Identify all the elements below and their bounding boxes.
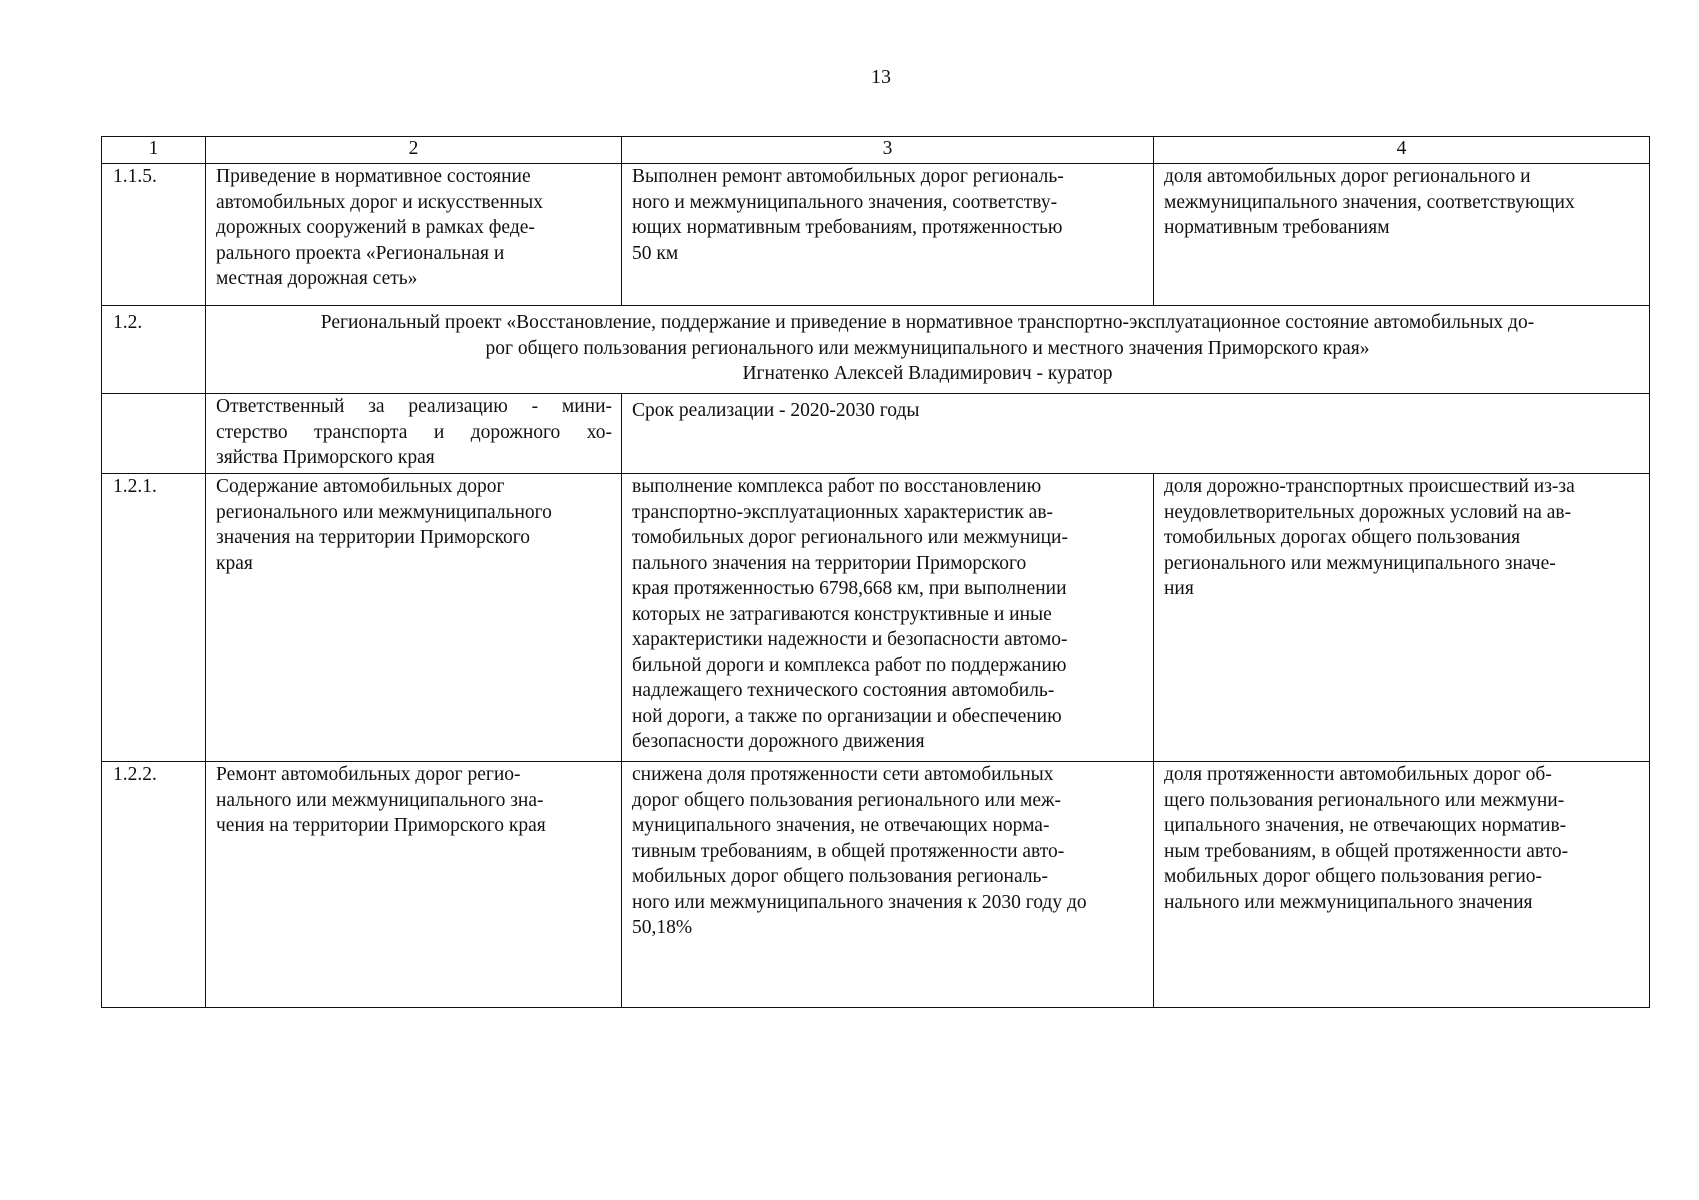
text-line: межмуниципального значения, соответствующих — [1164, 191, 1575, 213]
text-line: надлежащего технического состояния автомобиль- — [632, 680, 1055, 701]
header-col-2: 2 — [206, 137, 622, 164]
text-line: мобильных дорог общего пользования регио- — [1164, 866, 1543, 887]
project-title-line: Региональный проект «Восстановление, поддержание и приведение в нормативное транспортно-эксплуатационное состояние автомобильных до- — [320, 312, 1535, 333]
text-line: характеристики надежности и безопасности автомо- — [632, 629, 1068, 650]
text-line: регионального или межмуниципального — [216, 501, 552, 523]
table-row-1-2 — [102, 306, 1650, 394]
text-line: местная дорожная сеть» — [216, 268, 418, 289]
row-number: 1.2. — [102, 306, 206, 394]
text-line: неудовлетворительных дорожных условий на ав- — [1164, 501, 1572, 523]
text-line: нального или межмуниципального зна- — [216, 789, 544, 811]
text-line: доля автомобильных дорог регионального и — [1164, 166, 1531, 187]
regional-project-cell — [206, 306, 1650, 394]
header-col-1: 1 — [102, 137, 206, 164]
text-line: ния — [1164, 578, 1194, 599]
header-col-3: 3 — [622, 137, 1154, 164]
text-line: ного и межмуниципального значения, соответству- — [632, 191, 1058, 213]
page-number: 13 — [871, 66, 891, 88]
table-row-1-2-2 — [102, 762, 1650, 1008]
text-line: края протяженностью 6798,668 км, при выполнении — [632, 578, 1067, 599]
program-table — [101, 136, 1650, 1008]
text-line: которых не затрагиваются конструктивные и иные — [632, 603, 1052, 625]
indicator-cell — [1154, 474, 1650, 762]
table-row-1-2-1 — [102, 474, 1650, 762]
project-title-line: рог общего пользования регионального или межмуниципального и местного значения Приморского края» — [485, 337, 1370, 359]
project-curator: Игнатенко Алексей Владимирович - куратор — [742, 363, 1113, 384]
text-line: томобильных дорог регионального или межмуници- — [632, 527, 1068, 548]
text-line: пального значения на территории Приморского — [632, 552, 1027, 574]
text-line: нормативным требованиям — [1164, 217, 1390, 238]
text-line: нального или межмуниципального значения — [1164, 891, 1533, 913]
text-line: Ремонт автомобильных дорог регио- — [216, 764, 521, 785]
text-line: щего пользования регионального или межмуни- — [1164, 789, 1565, 811]
implementation-term-cell: Срок реализации - 2020-2030 годы — [622, 394, 1650, 474]
text-line: тивным требованиям, в общей протяженности авто- — [632, 840, 1065, 862]
responsible-cell — [206, 394, 622, 474]
text-line: Выполнен ремонт автомобильных дорог региональ- — [632, 166, 1064, 187]
indicator-cell — [1154, 762, 1650, 1008]
result-cell — [622, 474, 1154, 762]
measure-name-cell — [206, 164, 622, 306]
table-row-1-1-5 — [102, 164, 1650, 306]
text-line: Приведение в нормативное состояние — [216, 166, 531, 187]
row-number: 1.2.1. — [102, 474, 206, 762]
text-line: доля дорожно-транспортных происшествий из-за — [1164, 476, 1575, 497]
text-line: муниципального значения, не отвечающих норма- — [632, 815, 1050, 836]
text-line: снижена доля протяженности сети автомобильных — [632, 764, 1054, 785]
text-line: рального проекта «Региональная и — [216, 242, 505, 264]
header-col-4: 4 — [1154, 137, 1650, 164]
text-line: автомобильных дорог и искусственных — [216, 191, 543, 213]
result-cell — [622, 762, 1154, 1008]
indicator-cell — [1154, 164, 1650, 306]
text-line: ного или межмуниципального значения к 2030 году до — [632, 891, 1087, 913]
text-line: Содержание автомобильных дорог — [216, 476, 505, 497]
text-line: 50,18% — [632, 917, 693, 938]
text-line: мобильных дорог общего пользования региональ- — [632, 866, 1048, 887]
text-line: ющих нормативным требованиям, протяженностью — [632, 217, 1063, 238]
measure-name-cell — [206, 474, 622, 762]
text-line: 50 км — [632, 242, 679, 264]
text-line: края — [216, 552, 253, 574]
text-line: ципального значения, не отвечающих норматив- — [1164, 815, 1567, 836]
measure-name-cell — [206, 762, 622, 1008]
text-line: доля протяженности автомобильных дорог об- — [1164, 764, 1552, 785]
text-line: ной дороги, а также по организации и обеспечению — [632, 705, 1062, 727]
result-cell — [622, 164, 1154, 306]
text-line: зяйства Приморского края — [216, 447, 435, 468]
text-line: стерство транспорта и дорожного хо- — [216, 421, 612, 443]
text-line: транспортно-эксплуатационных характеристик ав- — [632, 501, 1054, 523]
text-line: дорожных сооружений в рамках феде- — [216, 217, 535, 238]
text-line: значения на территории Приморского — [216, 527, 531, 548]
text-line: безопасности дорожного движения — [632, 731, 925, 752]
table-header-row — [102, 137, 1650, 164]
text-line: регионального или межмуниципального значе- — [1164, 552, 1556, 574]
text-line: выполнение комплекса работ по восстановлению — [632, 476, 1042, 497]
text-line: ным требованиям, в общей протяженности авто- — [1164, 840, 1569, 862]
text-line: Ответственный за реализацию - мини- — [216, 396, 612, 417]
row-number: 1.1.5. — [102, 164, 206, 306]
text-line: томобильных дорогах общего пользования — [1164, 527, 1521, 548]
text-line: чения на территории Приморского края — [216, 815, 546, 836]
row-number: 1.2.2. — [102, 762, 206, 1008]
empty-number-cell — [102, 394, 206, 474]
text-line: бильной дороги и комплекса работ по поддержанию — [632, 654, 1067, 676]
table-row-responsible — [102, 394, 1650, 474]
text-line: дорог общего пользования регионального или меж- — [632, 789, 1061, 811]
